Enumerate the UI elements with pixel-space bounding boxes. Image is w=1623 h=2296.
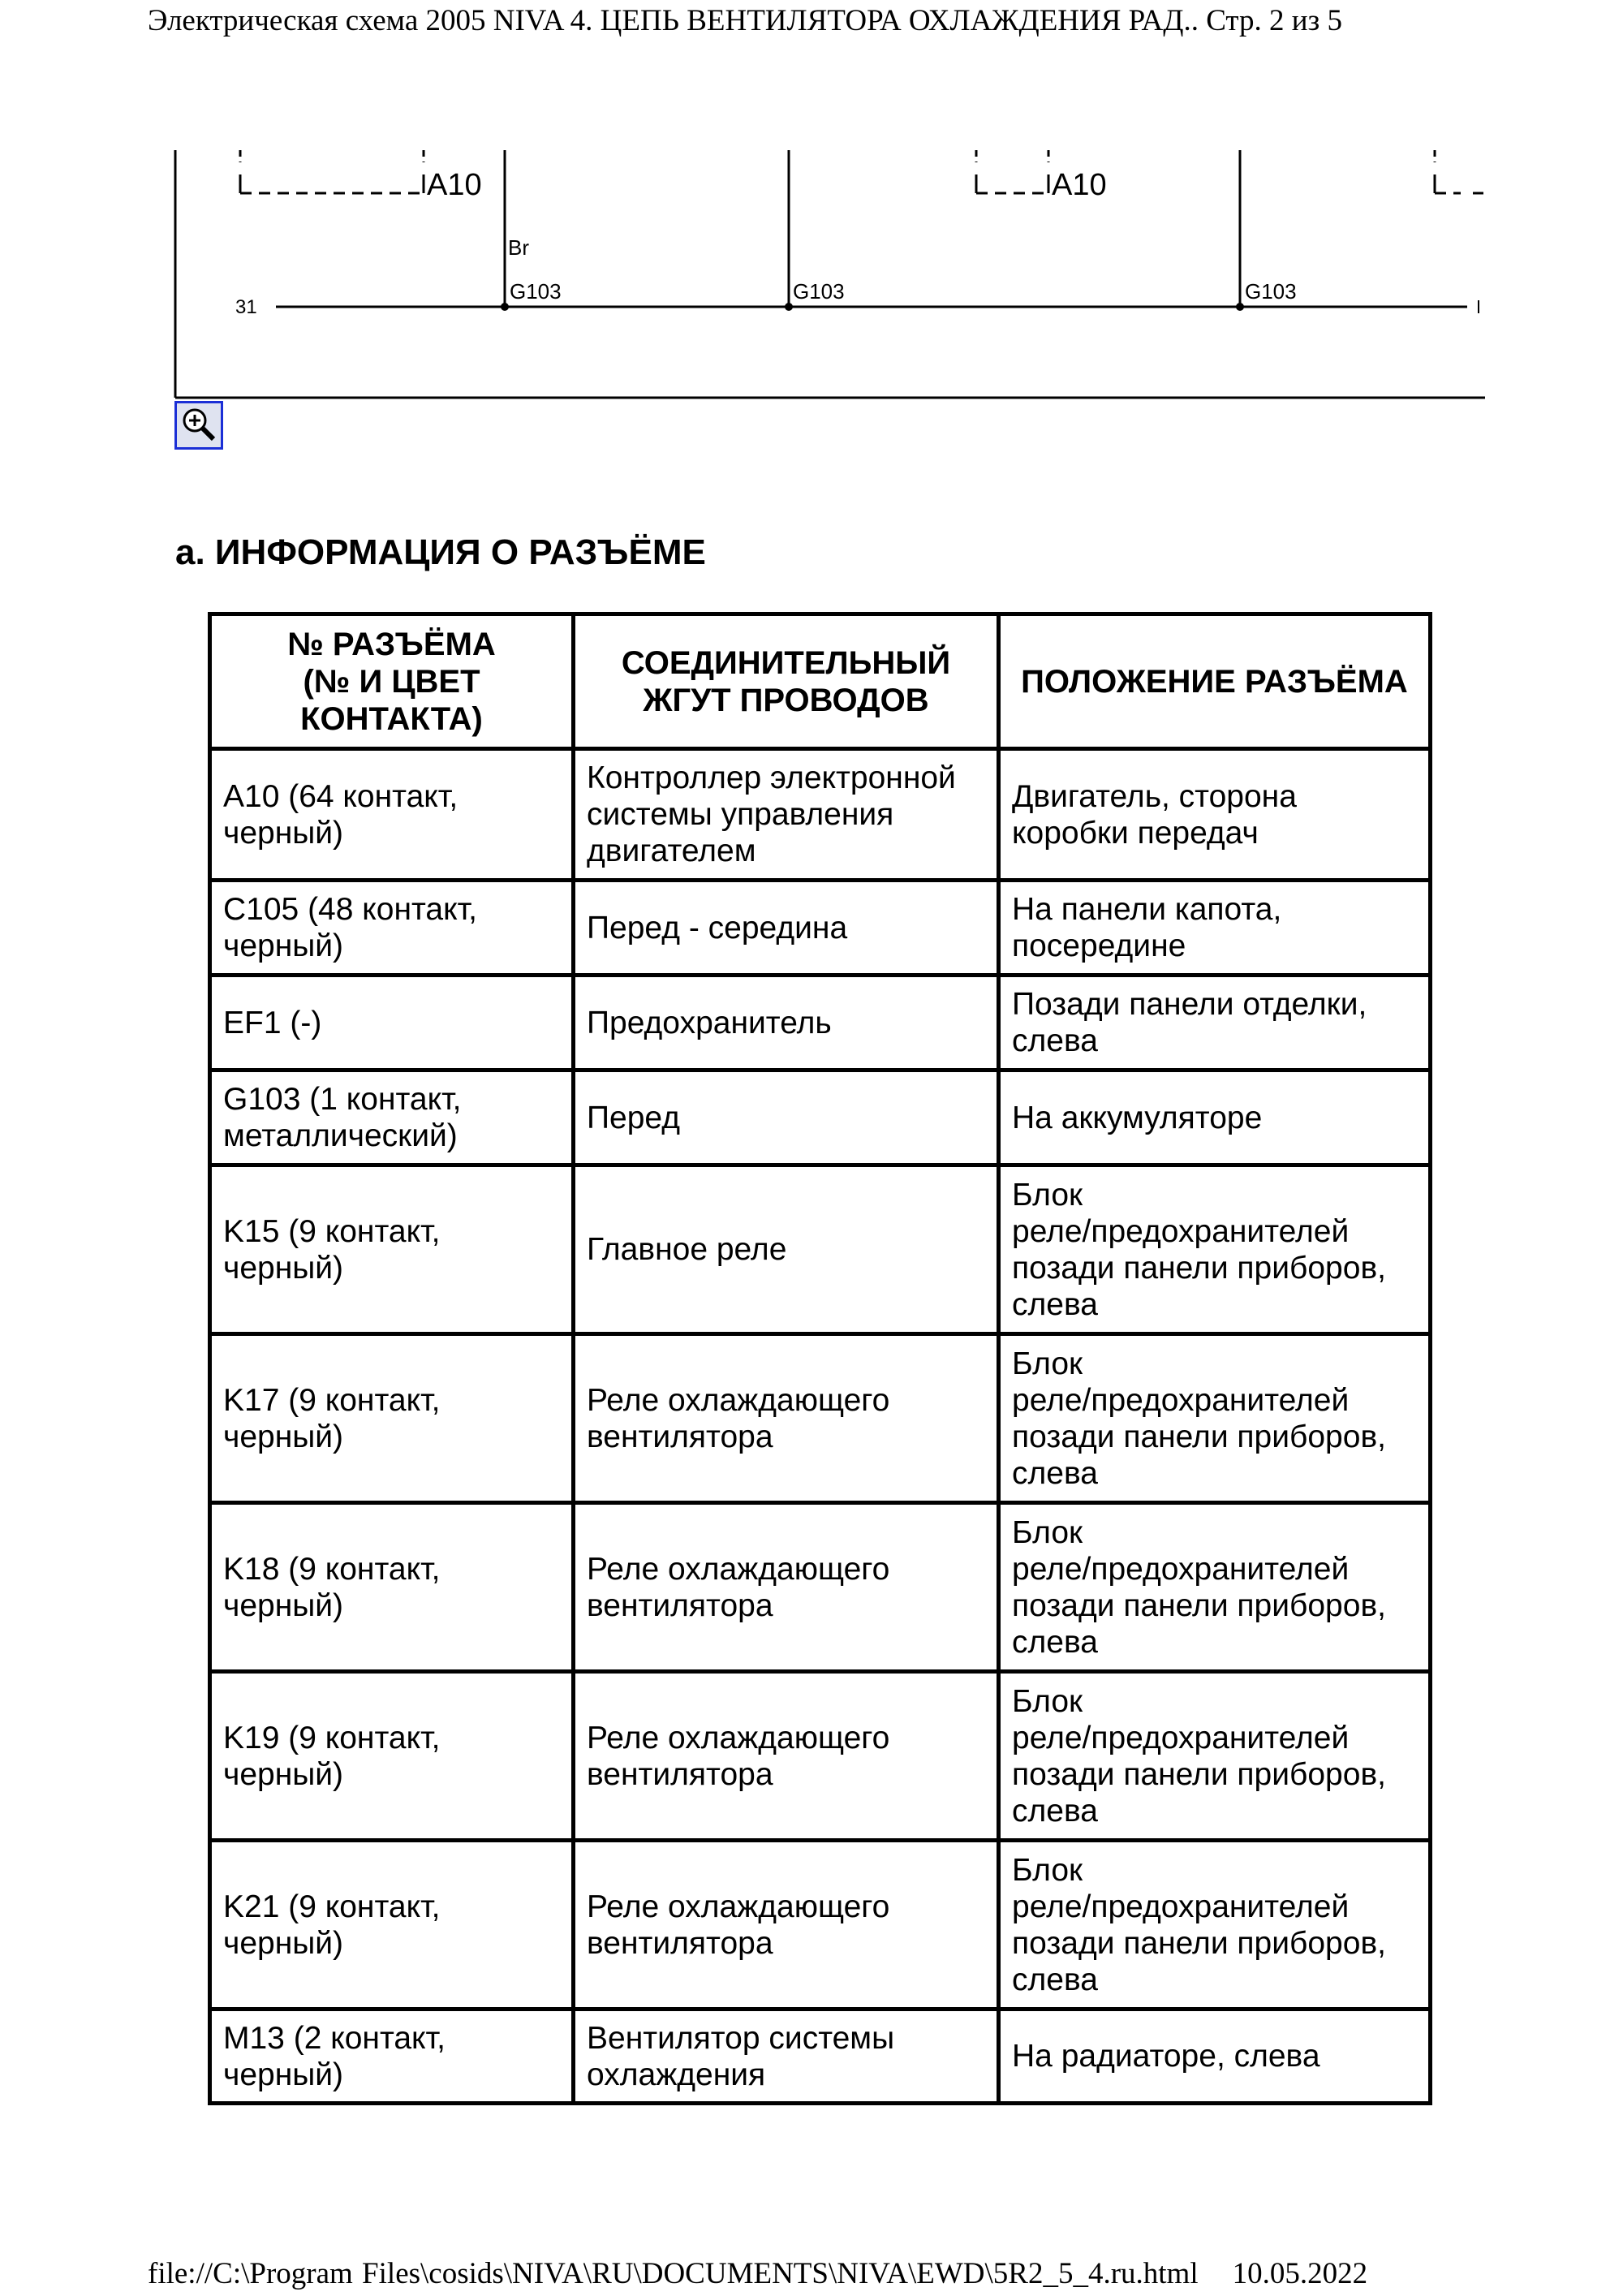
page-footer [148,2256,1367,2291]
cell-connector: A10 (64 контакт, черный) [210,749,574,881]
table-row [210,1165,1431,1334]
zoom-in-button[interactable] [174,401,223,450]
cell-position: Двигатель, сторона коробки передач [999,749,1431,881]
connector-a10-left-outline [240,150,424,193]
cell-harness: Вентилятор системы охлаждения [574,2010,999,2104]
cell-position: Блок реле/предохранителей позади панели приборов, слева [999,1841,1431,2010]
cell-connector: K17 (9 контакт, черный) [210,1334,574,1503]
table-row [210,881,1431,976]
cell-connector: M13 (2 контакт, черный) [210,2010,574,2104]
splice-dot [785,303,793,311]
cell-connector: C105 (48 контакт, черный) [210,881,574,976]
connector-partial-outline [1435,150,1483,193]
cell-connector: G103 (1 контакт, металлический) [210,1070,574,1165]
column-header-position: ПОЛОЖЕНИЕ РАЗЪЁМА [999,614,1431,749]
ground-line-number: 31 [235,296,257,318]
footer-date: 10.05.2022 [1232,2257,1368,2290]
ground-point-label: G103 [1245,279,1297,304]
cell-harness: Реле охлаждающего вентилятора [574,1334,999,1503]
cell-position: На панели капота, посередине [999,881,1431,976]
table-row [210,2010,1431,2104]
table-row [210,1672,1431,1841]
splice-dot [501,303,509,311]
connector-label-a10: A10 [1052,168,1107,202]
cell-position: Блок реле/предохранителей позади панели приборов, слева [999,1503,1431,1672]
cell-connector: K21 (9 контакт, черный) [210,1841,574,2010]
cell-harness: Реле охлаждающего вентилятора [574,1503,999,1672]
section-title: a. ИНФОРМАЦИЯ О РАЗЪЁМЕ [175,532,706,572]
cell-harness: Реле охлаждающего вентилятора [574,1841,999,2010]
cell-position: Блок реле/предохранителей позади панели приборов, слева [999,1672,1431,1841]
splice-dot [1236,303,1244,311]
column-header-connector: № РАЗЪЁМА (№ И ЦВЕТ КОНТАКТА) [210,614,574,749]
table-header-row [210,614,1431,749]
cell-harness: Реле охлаждающего вентилятора [574,1672,999,1841]
cell-position: На радиаторе, слева [999,2010,1431,2104]
cell-harness: Перед [574,1070,999,1165]
cell-connector: EF1 (-) [210,976,574,1070]
table-row [210,1503,1431,1672]
connector-a10-right-outline [976,150,1048,193]
cell-connector: K18 (9 контакт, черный) [210,1503,574,1672]
cell-position: Блок реле/предохранителей позади панели приборов, слева [999,1334,1431,1503]
magnifier-plus-icon [177,403,221,447]
cell-connector: K15 (9 контакт, черный) [210,1165,574,1334]
connector-info-table [208,612,1432,2105]
wiring-diagram-fragment [0,0,1623,454]
table-row [210,749,1431,881]
ground-point-label: G103 [793,279,845,304]
cell-position: Позади панели отделки, слева [999,976,1431,1070]
wire-color-label: Br [508,235,529,260]
cell-position: Блок реле/предохранителей позади панели приборов, слева [999,1165,1431,1334]
table-row [210,1334,1431,1503]
page-header: Электрическая схема 2005 NIVA 4. ЦЕПЬ ВЕНТИЛЯТОРА ОХЛАЖДЕНИЯ РАД.. Стр. 2 из 5 [148,4,1342,37]
cell-position: На аккумуляторе [999,1070,1431,1165]
table-row [210,1070,1431,1165]
cell-connector: K19 (9 контакт, черный) [210,1672,574,1841]
column-header-harness: СОЕДИНИТЕЛЬНЫЙ ЖГУТ ПРОВОДОВ [574,614,999,749]
cell-harness: Перед - середина [574,881,999,976]
cell-harness: Контроллер электронной системы управления двигателем [574,749,999,881]
footer-path: file://C:\Program Files\cosids\NIVA\RU\DOCUMENTS\NIVA\EWD\5R2_5_4.ru.html [148,2257,1199,2290]
table-row [210,976,1431,1070]
cell-harness: Главное реле [574,1165,999,1334]
ground-point-label: G103 [510,279,562,304]
table-row [210,1841,1431,2010]
cell-harness: Предохранитель [574,976,999,1070]
connector-label-a10: A10 [427,168,482,202]
